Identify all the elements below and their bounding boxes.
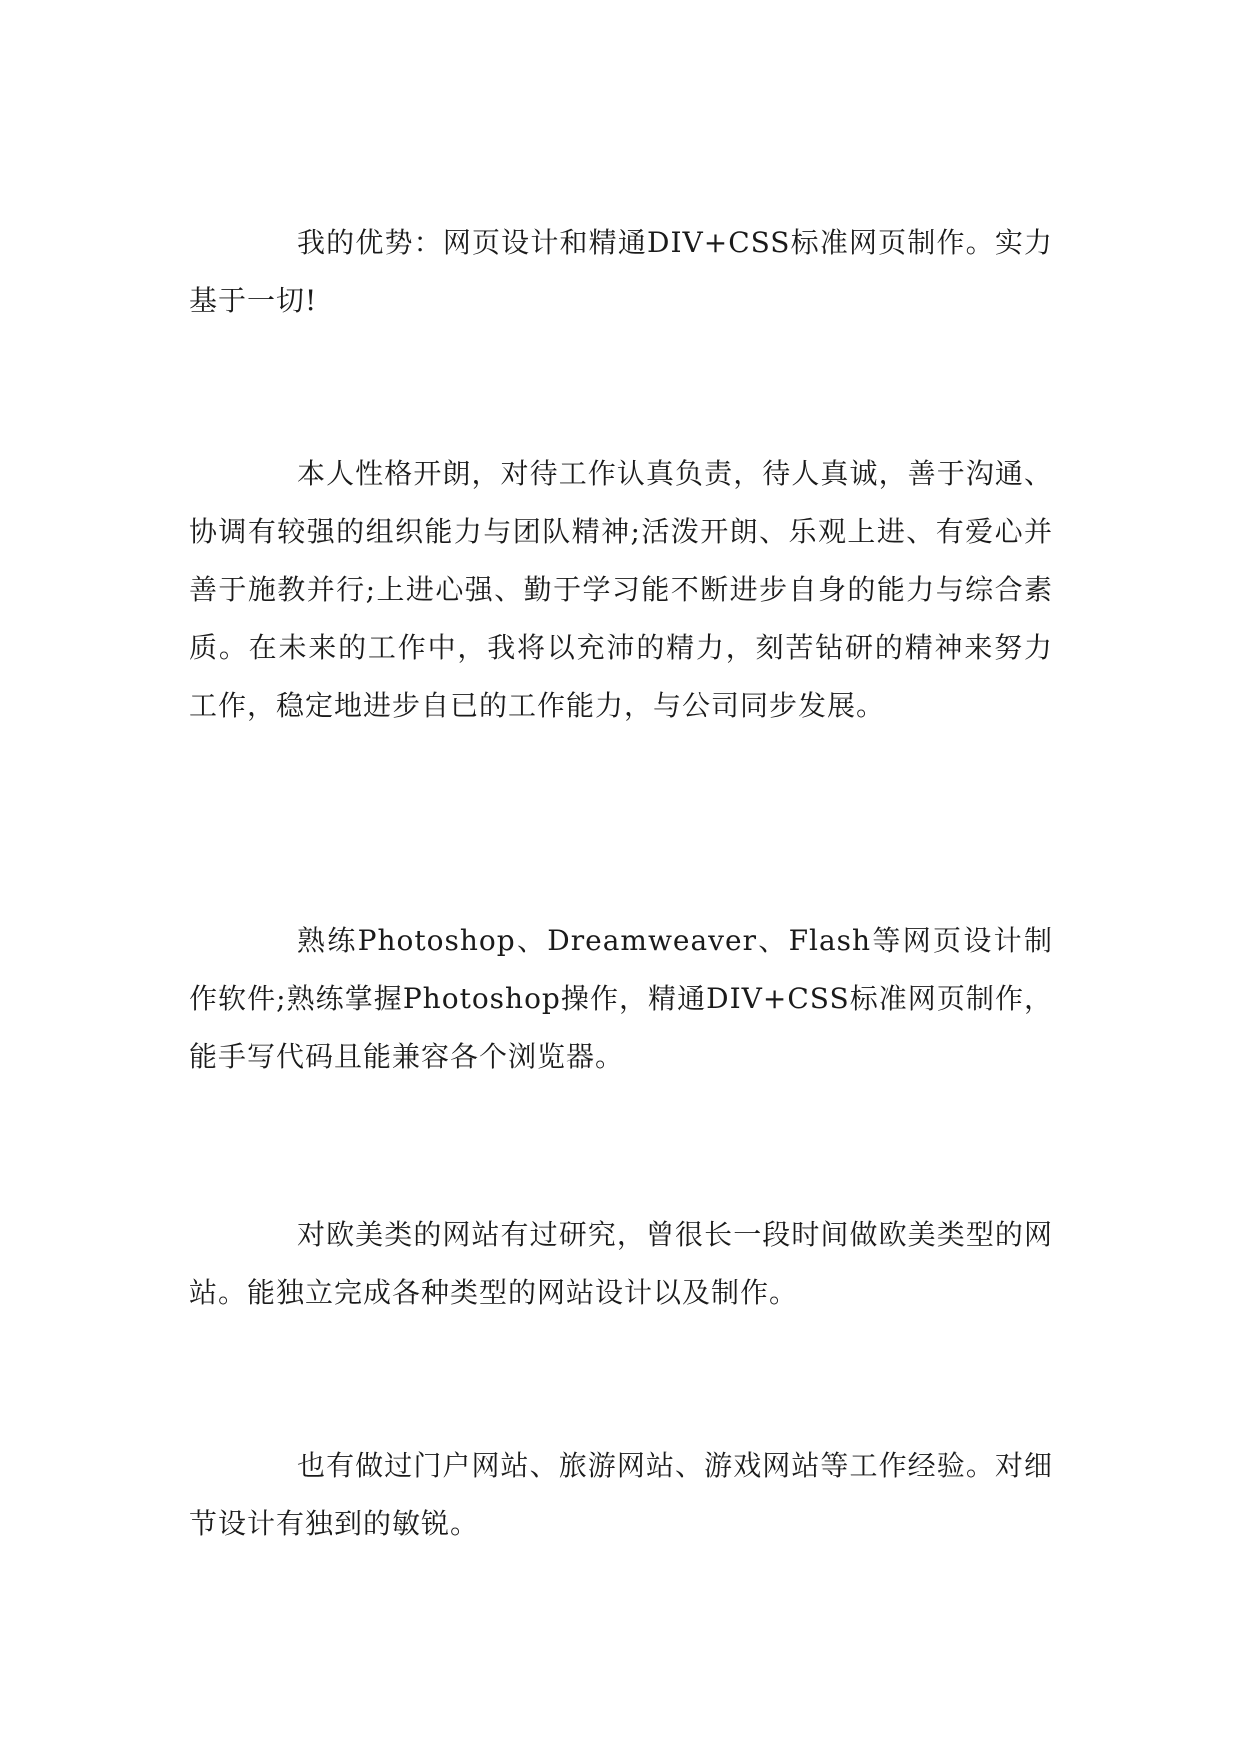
paragraph-research: 对欧美类的网站有过研究，曾很长一段时间做欧美类型的网站。能独立完成各种类型的网站设计以及制作。	[189, 1218, 1053, 1309]
paragraph-personality: 本人性格开朗，对待工作认真负责，待人真诚，善于沟通、协调有较强的组织能力与团队精神;活泼开朗、乐观上进、有爱心并善于施教并行;上进心强、勤于学习能不断进步自身的能力与综合素质。在未来的工作中，我将以充沛的精力，刻苦钻研的精神来努力工作，稳定地进步自已的工作能力，与公司同步发展。	[189, 457, 1053, 722]
paragraph-advantages: 我的优势：网页设计和精通DIV+CSS标准网页制作。实力基于一切!	[189, 226, 1053, 317]
paragraph-experience: 也有做过门户网站、旅游网站、游戏网站等工作经验。对细节设计有独到的敏锐。	[189, 1449, 1053, 1540]
paragraph-skills: 熟练Photoshop、Dreamweaver、Flash等网页设计制作软件;熟练掌握Photoshop操作，精通DIV+CSS标准网页制作，能手写代码且能兼容各个浏览器。	[189, 924, 1053, 1073]
